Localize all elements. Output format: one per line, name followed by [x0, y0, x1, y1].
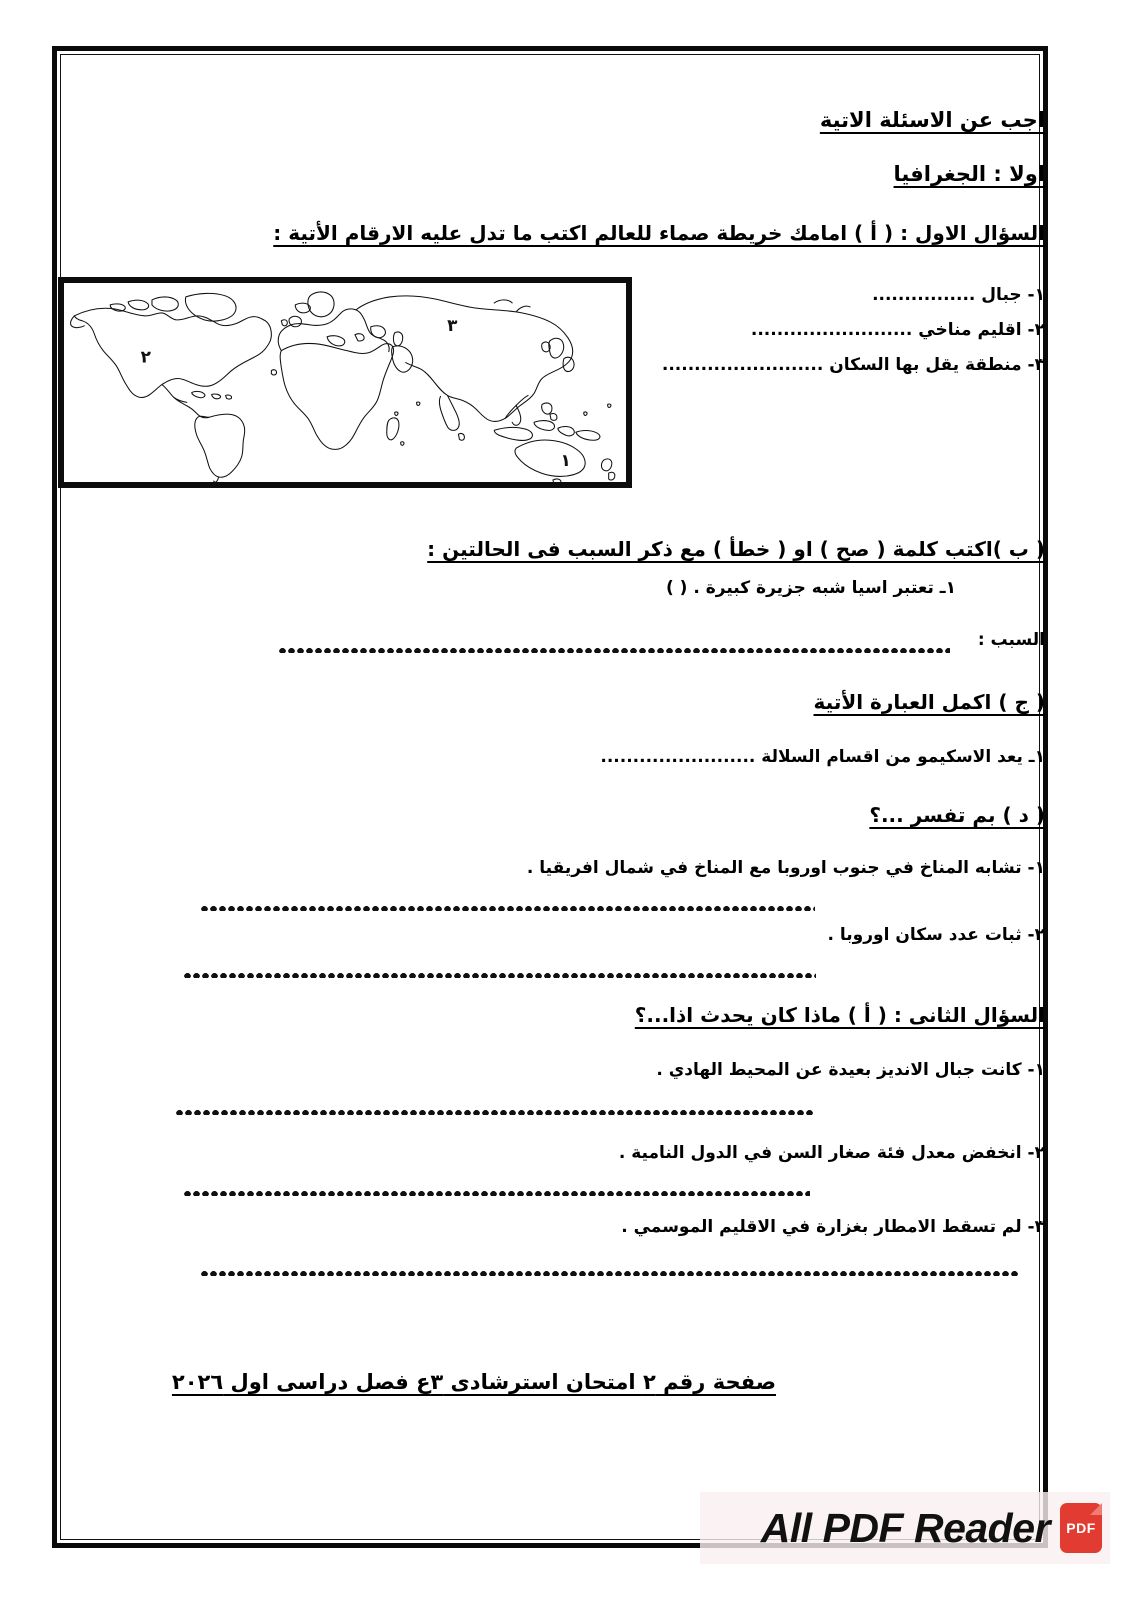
q2-item-1: ١- كانت جبال الانديز بعيدة عن المحيط الهادي .: [656, 1060, 1045, 1080]
answer-line-q2-2[interactable]: [183, 1188, 810, 1196]
q1b-reason-label: السبب :: [977, 630, 1045, 650]
q1d-item-1: ١- تشابه المناخ في جنوب اوروبا مع المناخ في شمال افريقيا .: [526, 858, 1045, 878]
question-one-part-a-prompt: السؤال الاول : ( أ ) امامك خريطة صماء للعالم اكتب ما تدل عليه الارقام الأتية :: [273, 221, 1045, 245]
pdf-icon: [1060, 1503, 1102, 1553]
q1a-item-1: ١- جبال ................: [872, 285, 1045, 305]
all-pdf-reader-watermark: [700, 1492, 1110, 1564]
answer-line-reason[interactable]: [278, 645, 950, 653]
answer-line-q1d-2[interactable]: [183, 970, 816, 978]
q1c-item-1: ١ـ يعد الاسكيمو من اقسام السلالة ........................: [600, 747, 1045, 767]
page-title: اجب عن الاسئلة الاتية: [819, 108, 1045, 132]
subject-heading: اولا : الجغرافيا: [893, 162, 1045, 186]
answer-line-q2-3[interactable]: [200, 1268, 1020, 1276]
map-label-3: ٣: [447, 314, 458, 335]
blank-world-map-figure: [58, 277, 632, 488]
page-footer: صفحة رقم ٢ امتحان استرشادى ٣ع فصل دراسى اول ٢٠٢٦: [171, 1370, 776, 1394]
question-one-part-c-prompt: ( ج ) اكمل العبارة الأتية: [813, 690, 1045, 714]
answer-line-q1d-1[interactable]: [200, 903, 815, 911]
map-label-1: ١: [560, 450, 571, 471]
page-border: [52, 46, 1048, 1548]
pdf-icon-label: PDF: [1066, 1520, 1096, 1536]
watermark-text: All PDF Reader: [760, 1504, 1050, 1551]
question-one-part-b-prompt: ( ب )اكتب كلمة ( صح ) او ( خطأ ) مع ذكر السبب فى الحالتين :: [427, 537, 1045, 561]
map-label-2: ٢: [140, 346, 151, 367]
q1a-item-2: ٢- اقليم مناخي .........................: [750, 320, 1045, 340]
q2-item-3: ٣- لم تسقط الامطار بغزارة في الاقليم الموسمي .: [621, 1217, 1045, 1237]
q1a-item-3: ٣- منطقة يقل بها السكان .........................: [661, 355, 1045, 375]
question-two-prompt: السؤال الثانى : ( أ ) ماذا كان يحدث اذا...؟: [634, 1003, 1045, 1027]
world-map-outline: [64, 283, 626, 482]
q1d-item-2: ٢- ثبات عدد سكان اوروبا .: [827, 925, 1045, 945]
q1b-item-1: ١ـ تعتبر اسيا شبه جزيرة كبيرة . ( ): [665, 578, 956, 598]
answer-line-q2-1[interactable]: [175, 1107, 813, 1115]
question-one-part-d-prompt: ( د ) بم تفسر ...؟: [869, 803, 1045, 827]
q2-item-2: ٢- انخفض معدل فئة صغار السن في الدول النامية .: [618, 1143, 1045, 1163]
